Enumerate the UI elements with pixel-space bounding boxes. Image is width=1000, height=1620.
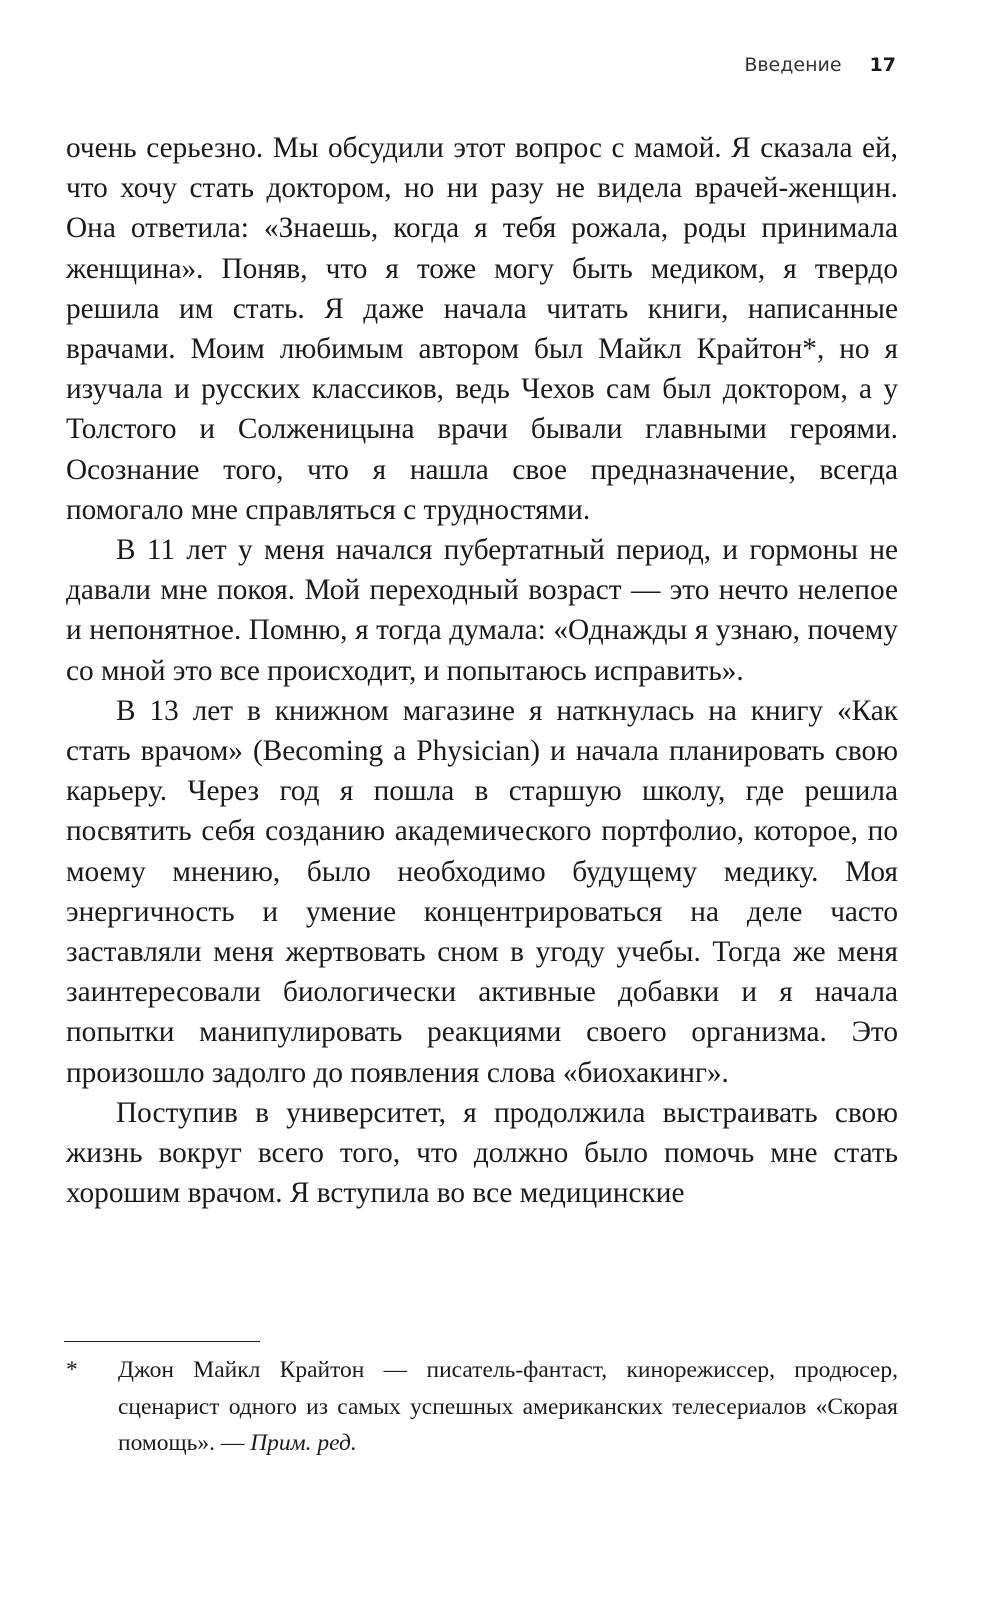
footnote-text: Джон Майкл Крайтон — писатель-фантаст, кинорежиссер, продюсер, сценарист одного из самых успешных американских телесериалов «Скорая помощь». —	[118, 1357, 898, 1456]
section-title: Введение	[744, 54, 842, 76]
paragraph: Поступив в университет, я продолжила выстраивать свою жизнь вокруг всего того, что должно было помочь мне стать хорошим врачом. Я вступила во все медицинские	[66, 1096, 898, 1210]
page-number: 17	[869, 54, 896, 76]
paragraph-continued: очень серьезно. Мы обсудили этот вопрос с мамой. Я сказала ей, что хочу стать доктором, но ни разу не видела врачей-женщин. Она ответила: «Знаешь, когда я тебя рожала, роды принимала женщина». Поняв, что я тоже могу быть медиком, я твердо решила им стать. Я даже начала читать книги, написанные врачами. Моим любимым автором был Майкл Крайтон*, но я изучала и русских классиков, ведь Чехов сам был доктором, а у Толстого и Солженицына врачи бывали главными героями. Осознание того, что я нашла свое предназначение, всегда помогало мне справляться с трудностями.	[66, 132, 898, 526]
footnote-editor-note: Прим. ред.	[250, 1430, 357, 1456]
paragraph: В 13 лет в книжном магазине я наткнулась на книгу «Как стать врачом» (Becoming a Physician) и начала планировать свою карьеру. Через год я пошла в старшую школу, где решила посвятить себя созданию академического портфолио, которое, по моему мнению, было необходимо будущему медику. Моя энергичность и умение концентрироваться на деле часто заставляли меня жертвовать сном в угоду учебы. Тогда же меня заинтересовали биологически активные добавки и я начала попытки манипулировать реакциями своего организма. Это произошло задолго до появления слова «биохакинг».	[66, 694, 898, 1089]
paragraph: В 11 лет у меня начался пубертатный период, и гормоны не давали мне покоя. Мой переходный возраст — это нечто нелепое и непонятное. Помню, я тогда думала: «Однажды я узнаю, почему со мной это все происходит, и попытаюсь исправить».	[66, 534, 898, 687]
main-text	[66, 128, 898, 1213]
footnote-body	[118, 1352, 898, 1462]
footnote-divider	[64, 1341, 260, 1342]
footnote	[66, 1352, 898, 1462]
footnote-marker: *	[66, 1357, 78, 1383]
running-head	[744, 54, 896, 76]
